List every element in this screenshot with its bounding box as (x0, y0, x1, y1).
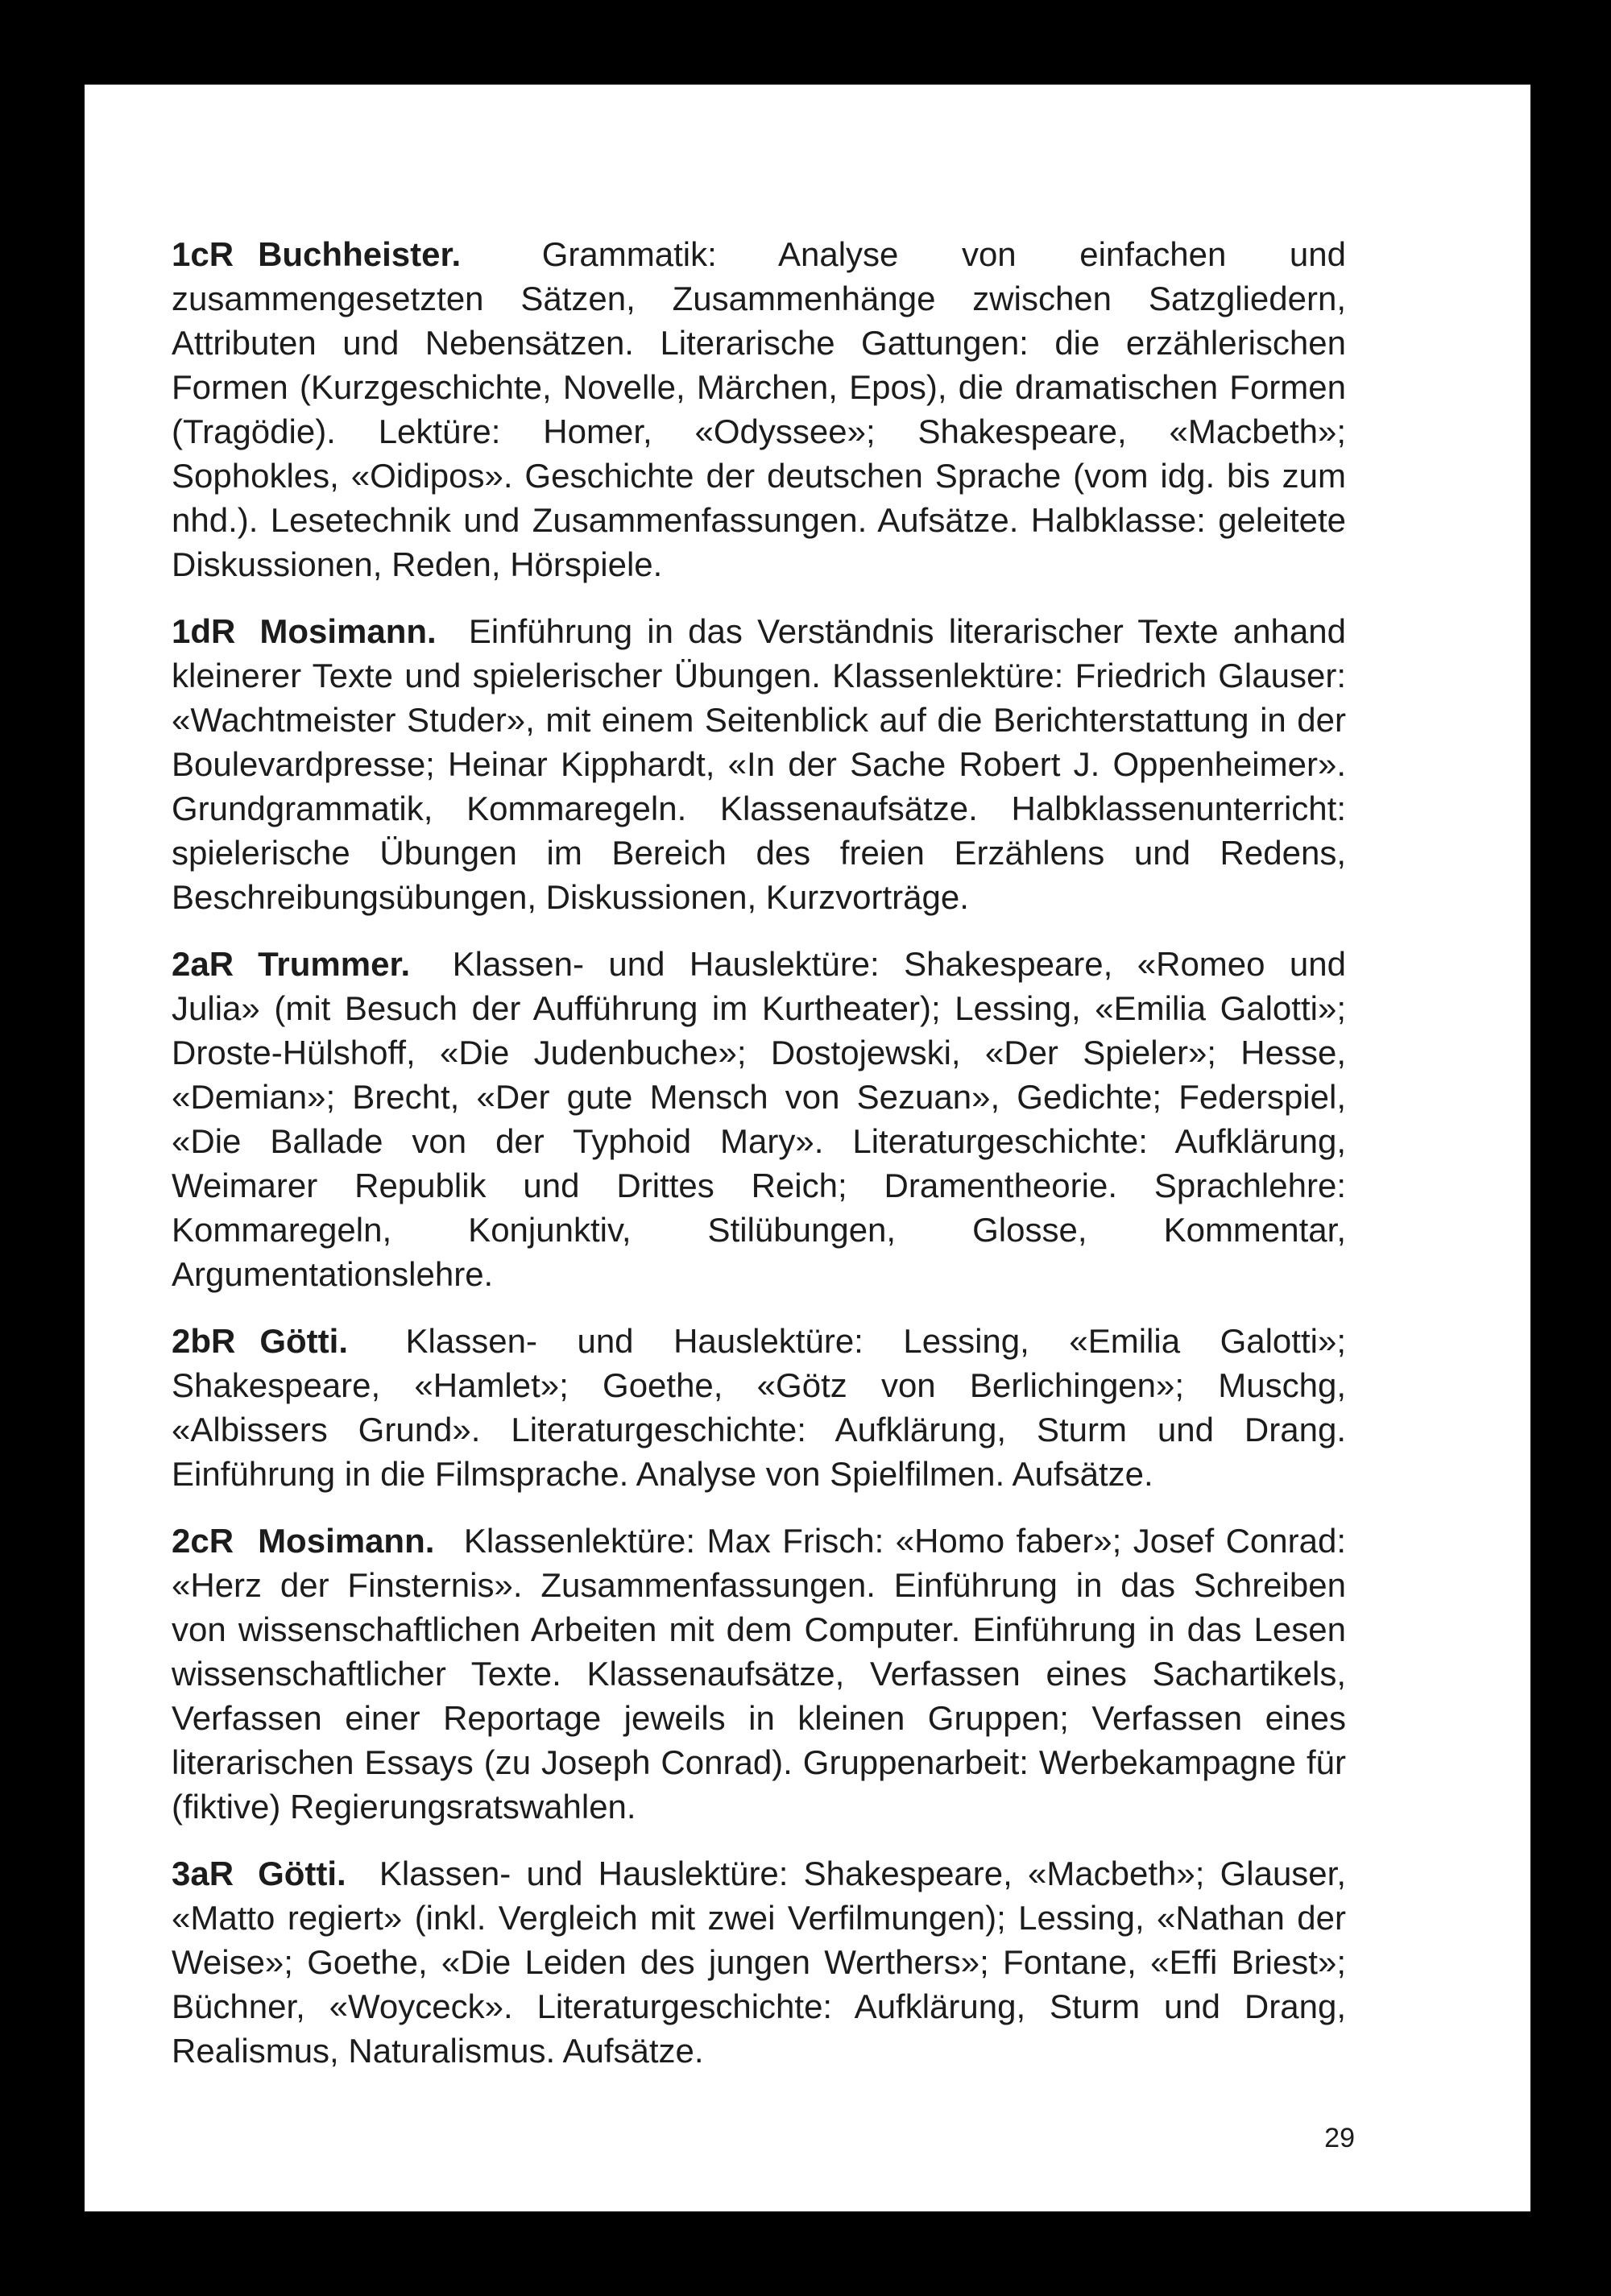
course-description: Klassenlektüre: Max Frisch: «Homo faber»; Josef Conrad: «Herz der Finsternis». Zusammenfassungen. Einführung in das Schreiben von wissenschaftlichen Arbeiten mit dem Computer. Einführung in das Lesen wissenschaftlicher Texte. Klassenaufsätze, Verfassen eines Sachartikels, Verfassen einer Reportage jeweils in kleinen Gruppen; Verfassen eines literarischen Essays (zu Joseph Conrad). Gruppenarbeit: Werbekampagne für (fiktive) Regierungsratswahlen. (172, 1522, 1347, 1826)
course-description: Klassen- und Hauslektüre: Shakespeare, «Macbeth»; Glauser, «Matto regiert» (inkl. Vergleich mit zwei Verfilmungen); Lessing, «Nathan der Weise»; Goethe, «Die Leiden des jungen Werthers»; Fontane, «Effi Briest»; Büchner, «Woyceck». Literaturgeschichte: Aufklärung, Sturm und Drang, Realismus, Naturalismus. Aufsätze. (172, 1855, 1347, 2070)
course-entry-1cr (172, 232, 1346, 586)
class-code: 2aR (172, 945, 234, 983)
course-description: Klassen- und Hauslektüre: Lessing, «Emilia Galotti»; Shakespeare, «Hamlet»; Goethe, «Götz von Berlichingen»; Muschg, «Albissers Grund». Literaturgeschichte: Aufklärung, Sturm und Drang. Einführung in die Filmsprache. Analyse von Spielfilmen. Aufsätze. (172, 1322, 1346, 1493)
course-descriptions (172, 232, 1346, 2095)
document-page (85, 85, 1530, 2211)
course-entry-1dr (172, 609, 1346, 919)
course-entry-2br (172, 1319, 1346, 1496)
course-description: Klassen- und Hauslektüre: Shakespeare, «Romeo und Julia» (mit Besuch der Aufführung im Kurtheater); Lessing, «Emilia Galotti»; Droste-Hülshoff, «Die Judenbuche»; Dostojewski, «Der Spieler»; Hesse, «Demian»; Brecht, «Der gute Mensch von Sezuan», Gedichte; Federspiel, «Die Ballade von der Typhoid Mary». Literaturgeschichte: Aufklärung, Weimarer Republik und Drittes Reich; Dramentheorie. Sprachlehre: Kommaregeln, Konjunktiv, Stilübungen, Glosse, Kommentar, Argumentationslehre. (172, 945, 1347, 1293)
class-code: 2cR (172, 1522, 234, 1560)
course-entry-2cr (172, 1519, 1346, 1829)
course-description: Grammatik: Analyse von einfachen und zusammengesetzten Sätzen, Zusammenhänge zwischen Satzgliedern, Attributen und Nebensätzen. Literarische Gattungen: die erzählerischen Formen (Kurzgeschichte, Novelle, Märchen, Epos), die dramatischen Formen (Tragödie). Lektüre: Homer, «Odyssee»; Shakespeare, «Macbeth»; Sophokles, «Oidipos». Geschichte der deutschen Sprache (vom idg. bis zum nhd.). Lesetechnik und Zusammenfassungen. Aufsätze. Halbklasse: geleitete Diskussionen, Reden, Hörspiele. (172, 235, 1347, 583)
class-code: 3aR (172, 1855, 234, 1892)
course-entry-2ar (172, 942, 1346, 1296)
page-number: 29 (1324, 2123, 1355, 2153)
class-code: 2bR (172, 1322, 236, 1360)
class-code: 1cR (172, 235, 234, 273)
teacher-name: Buchheister. (258, 235, 462, 273)
teacher-name: Götti. (259, 1322, 348, 1360)
class-code: 1dR (172, 612, 236, 650)
course-description: Einführung in das Verständnis literarischer Texte anhand kleinerer Texte und spielerischer Übungen. Klassenlektüre: Friedrich Glauser: «Wachtmeister Studer», mit einem Seitenblick auf die Berichterstattung in der Boulevardpresse; Heinar Kipphardt, «In der Sache Robert J. Oppenheimer». Grundgrammatik, Kommaregeln. Klassenaufsätze. Halbklassenunterricht: spielerische Übungen im Bereich des freien Erzählens und Redens, Beschreibungsübungen, Diskussionen, Kurzvorträge. (172, 612, 1346, 916)
teacher-name: Trummer. (258, 945, 411, 983)
teacher-name: Mosimann. (258, 1522, 435, 1560)
teacher-name: Götti. (258, 1855, 346, 1892)
teacher-name: Mosimann. (259, 612, 437, 650)
course-entry-3ar (172, 1851, 1346, 2073)
